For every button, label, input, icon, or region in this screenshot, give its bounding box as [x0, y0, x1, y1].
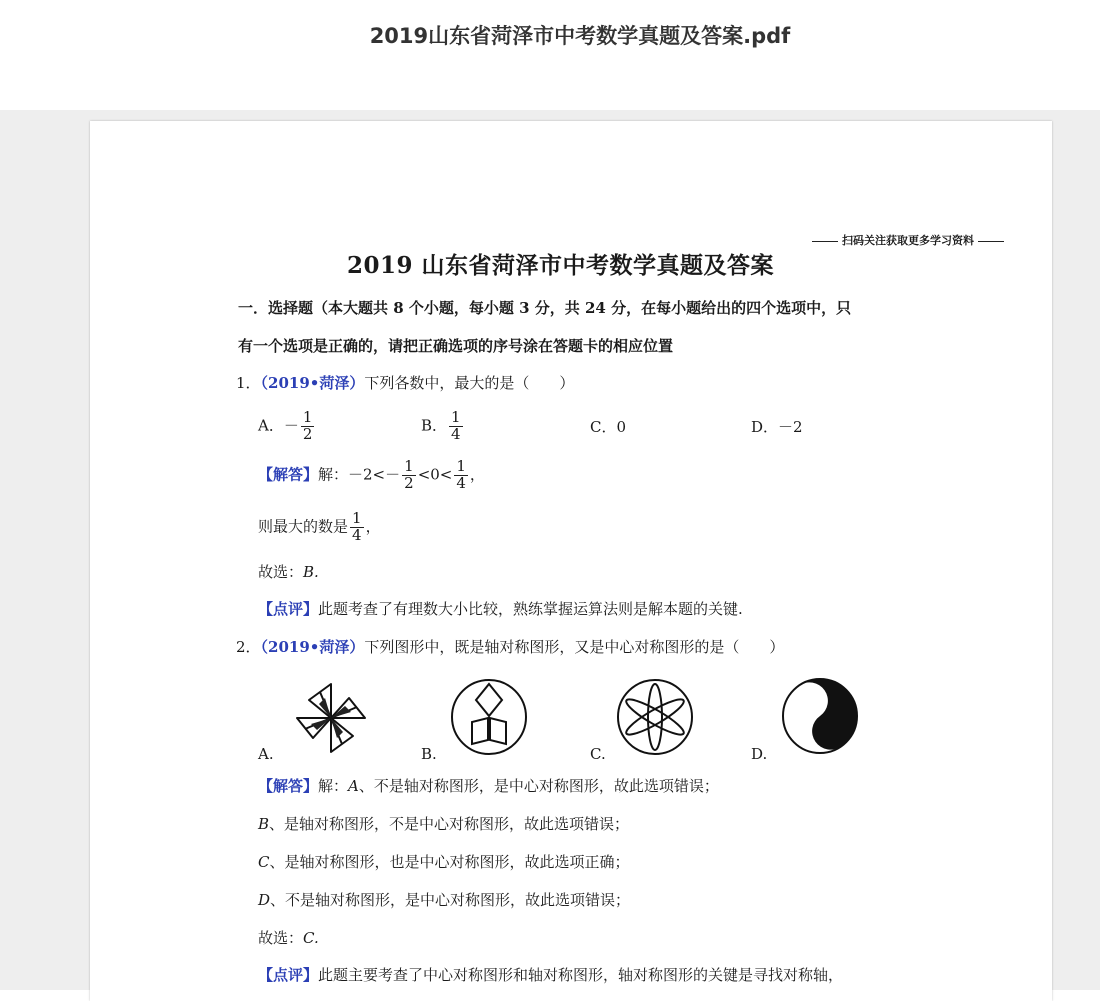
q1-option-b [421, 410, 465, 443]
conclusion-text: 则最大的数是 [258, 517, 349, 536]
frac-num: 1 [302, 408, 313, 426]
question-1-source: （2019•菏泽） [260, 374, 365, 392]
option-a-fraction [301, 410, 315, 443]
answer-lead: 解：－2<－ [318, 465, 401, 484]
q2-review [258, 964, 843, 985]
answer-var-a: A [348, 777, 359, 795]
q2-answer-b [258, 813, 629, 834]
option-a-label: A． [258, 416, 284, 435]
answer-var-d: D [258, 891, 271, 909]
figure-b-label: B. [421, 745, 437, 763]
q2-answer-c [258, 851, 630, 872]
choice-prefix: 故选： [258, 929, 304, 947]
petal-circle-figure [614, 676, 696, 758]
pinwheel-figure [285, 676, 377, 760]
tagline-right-rule [978, 241, 1004, 242]
review-tag: 【点评】 [258, 600, 319, 618]
rhombus-circle-figure [448, 676, 530, 758]
q2-answer-d [258, 889, 630, 910]
option-b-label: B． [421, 416, 448, 435]
question-2-text: 下列图形中，既是轴对称图形，又是中心对称图形的是（ ） [364, 638, 785, 656]
q1-conclusion [258, 511, 381, 544]
frac-num: 1 [352, 509, 362, 527]
section-instructions-line2: 有一个选项是正确的，请把正确选项的序号涂在答题卡的相应位置 [238, 337, 674, 355]
pdf-page [90, 121, 1052, 1001]
answer-var-b: B [258, 815, 270, 833]
answer-end: ， [469, 465, 485, 484]
tagline [808, 232, 1008, 248]
review-text: 此题主要考查了中心对称图形和轴对称图形，轴对称图形的关键是寻找对称轴， [318, 966, 844, 984]
choice-value: B. [303, 563, 319, 581]
figure-d-label: D. [751, 745, 768, 763]
answer-tag: 【解答】 [258, 777, 319, 795]
section-instructions-line1: 一．选择题（本大题共 8 个小题，每小题 3 分，共 24 分，在每小题给出的四个选项中，只 [238, 299, 852, 317]
answer-mid: <0< [417, 465, 453, 484]
answer-fraction-2 [454, 459, 468, 492]
frac-den: 2 [302, 424, 313, 443]
choice-value: C. [303, 929, 319, 947]
frac-den: 4 [451, 424, 461, 443]
question-2-source: （2019•菏泽） [260, 638, 365, 656]
taiji-figure [780, 676, 860, 756]
option-b-fraction [449, 410, 463, 443]
tagline-text: 扫码关注获取更多学习资料 [842, 234, 974, 247]
question-2-number: 2． [236, 638, 261, 656]
question-2-stem [236, 636, 784, 657]
frac-num: 1 [456, 457, 466, 475]
frac-num: 1 [451, 408, 461, 426]
page-title: 2019 山东省菏泽市中考数学真题及答案 [347, 252, 775, 279]
tagline-left-rule [812, 241, 838, 242]
q1-option-d: D．－2 [751, 418, 803, 436]
q1-choice [258, 561, 319, 582]
option-a-sign: － [283, 416, 299, 435]
conclusion-fraction [350, 511, 364, 544]
answer-line-c: 、是轴对称图形，也是中心对称图形，故此选项正确； [269, 853, 630, 871]
question-1-stem [236, 372, 574, 393]
frac-den: 2 [404, 473, 414, 492]
frac-den: 4 [352, 525, 362, 544]
answer-line-b: 、是轴对称图形，不是中心对称图形，故此选项错误； [269, 815, 630, 833]
answer-tag: 【解答】 [258, 465, 319, 484]
frac-num: 1 [404, 457, 414, 475]
conclusion-end: ， [365, 517, 381, 536]
question-1-text: 下列各数中，最大的是（ ） [364, 374, 575, 392]
q1-review [258, 598, 743, 619]
answer-lead: 解： [318, 777, 349, 795]
answer-line-a: 、不是轴对称图形，是中心对称图形，故此选项错误； [358, 777, 719, 795]
choice-prefix: 故选： [258, 563, 304, 581]
figure-a-label: A. [258, 745, 274, 763]
file-title: 2019山东省菏泽市中考数学真题及答案.pdf [369, 24, 791, 48]
q1-answer [258, 459, 485, 492]
review-text: 此题考查了有理数大小比较，熟练掌握运算法则是解本题的关键. [318, 600, 743, 618]
q2-answer [258, 775, 719, 796]
answer-line-d: 、不是轴对称图形，是中心对称图形，故此选项错误； [270, 891, 631, 909]
frac-den: 4 [456, 473, 466, 492]
figure-c-label: C. [590, 745, 606, 763]
review-tag: 【点评】 [258, 966, 319, 984]
q1-option-c: C．0 [590, 418, 627, 436]
q2-choice [258, 927, 319, 948]
answer-fraction-1 [402, 459, 416, 492]
q1-option-a [258, 410, 316, 443]
question-1-number: 1． [236, 374, 261, 392]
answer-var-c: C [258, 853, 270, 871]
